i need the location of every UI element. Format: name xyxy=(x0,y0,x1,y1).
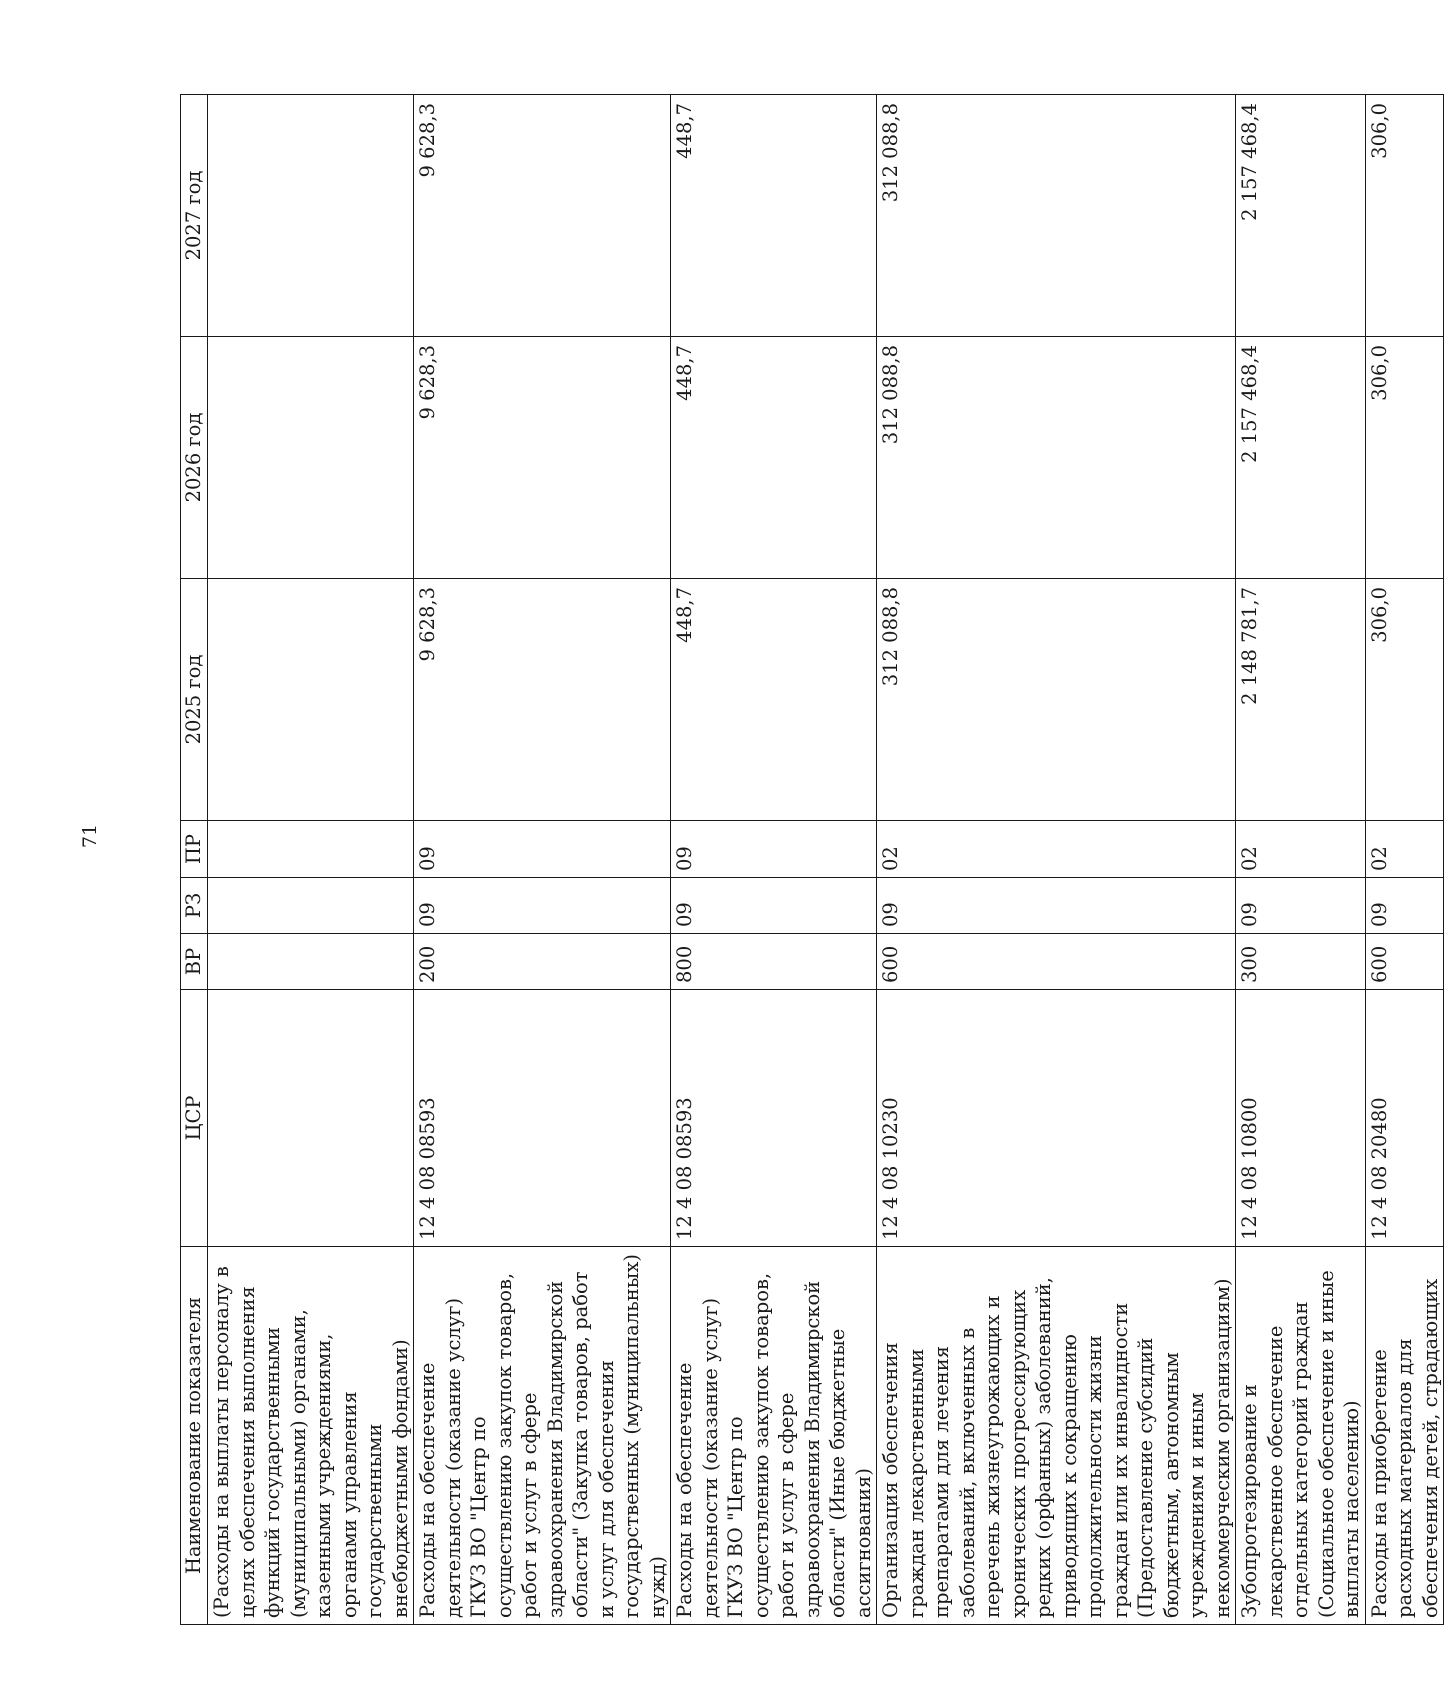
row-vr: 600 xyxy=(877,934,1236,990)
row-pr: 09 xyxy=(671,821,877,878)
row-2025: 2 148 781,7 xyxy=(1236,579,1366,821)
table-row xyxy=(1236,95,1366,1625)
row-2026 xyxy=(208,337,414,579)
row-2027: 306,0 xyxy=(1365,95,1444,337)
row-2027: 2 157 468,4 xyxy=(1236,95,1366,337)
table-row xyxy=(877,95,1236,1625)
row-name: Расходы на обеспечение деятельности (оказание услуг) ГКУЗ ВО "Центр по осуществлению закупок товаров, работ и услуг в сфере здравоохранения Владимирской области" (Закупка товаров, работ и услуг для обеспечения государственных (муниципальных) нужд) xyxy=(414,1247,671,1625)
row-vr: 300 xyxy=(1236,934,1366,990)
row-2026: 448,7 xyxy=(671,337,877,579)
row-name: Зубопротезирование и лекарственное обеспечение отдельных категорий граждан (Социальное обеспечение и иные выплаты населению) xyxy=(1236,1247,1366,1625)
row-2027: 312 088,8 xyxy=(877,95,1236,337)
row-name: Организация обеспечения граждан лекарственными препаратами для лечения заболеваний, включенных в перечень жизнеугрожающих и хронических прогрессирующих редких (орфанных) заболеваний, приводящих к сокращению продолжительности жизни граждан или их инвалидности (Предоставление субсидий бюджетным, автономным учреждениям и иным некоммерческим организациям) xyxy=(877,1247,1236,1625)
row-2027 xyxy=(208,95,414,337)
row-pr: 02 xyxy=(1236,821,1366,878)
table-row xyxy=(671,95,877,1625)
header-name: Наименование показателя xyxy=(181,1247,208,1625)
table-row xyxy=(414,95,671,1625)
row-rz: 09 xyxy=(877,878,1236,934)
row-2026: 306,0 xyxy=(1365,337,1444,579)
row-csr: 12 4 08 10230 xyxy=(877,990,1236,1247)
row-name: Расходы на приобретение расходных материалов для обеспечения детей, страдающих xyxy=(1365,1247,1444,1625)
row-vr xyxy=(208,934,414,990)
row-2027: 9 628,3 xyxy=(414,95,671,337)
header-2026: 2026 год xyxy=(181,337,208,579)
table-row xyxy=(1365,95,1444,1625)
row-pr: 02 xyxy=(877,821,1236,878)
row-name: (Расходы на выплаты персоналу в целях обеспечения выполнения функций государственными (муниципальными) органами, казенными учреждениями, органами управления государственными внебюджетными фондами) xyxy=(208,1247,414,1625)
row-rz: 09 xyxy=(1365,878,1444,934)
row-2025: 306,0 xyxy=(1365,579,1444,821)
budget-table xyxy=(180,94,1444,1625)
row-csr: 12 4 08 10800 xyxy=(1236,990,1366,1247)
row-2027: 448,7 xyxy=(671,95,877,337)
row-csr xyxy=(208,990,414,1247)
budget-table-container xyxy=(180,95,1442,1625)
row-2025: 448,7 xyxy=(671,579,877,821)
row-vr: 800 xyxy=(671,934,877,990)
row-rz: 09 xyxy=(671,878,877,934)
row-2025: 312 088,8 xyxy=(877,579,1236,821)
row-pr: 02 xyxy=(1365,821,1444,878)
row-rz xyxy=(208,878,414,934)
row-2026: 2 157 468,4 xyxy=(1236,337,1366,579)
row-2025 xyxy=(208,579,414,821)
row-name: Расходы на обеспечение деятельности (оказание услуг) ГКУЗ ВО "Центр по осуществлению закупок товаров, работ и услуг в сфере здравоохранения Владимирской области" (Иные бюджетные ассигнования) xyxy=(671,1247,877,1625)
row-2025: 9 628,3 xyxy=(414,579,671,821)
header-2027: 2027 год xyxy=(181,95,208,337)
row-rz: 09 xyxy=(1236,878,1366,934)
header-pr: ПР xyxy=(181,821,208,878)
header-csr: ЦСР xyxy=(181,990,208,1247)
header-rz: РЗ xyxy=(181,878,208,934)
row-csr: 12 4 08 20480 xyxy=(1365,990,1444,1247)
page-number: 71 xyxy=(79,823,101,849)
row-2026: 312 088,8 xyxy=(877,337,1236,579)
row-csr: 12 4 08 08593 xyxy=(671,990,877,1247)
row-vr: 200 xyxy=(414,934,671,990)
row-vr: 600 xyxy=(1365,934,1444,990)
table-row xyxy=(208,95,414,1625)
header-2025: 2025 год xyxy=(181,579,208,821)
row-2026: 9 628,3 xyxy=(414,337,671,579)
header-vr: ВР xyxy=(181,934,208,990)
row-pr: 09 xyxy=(414,821,671,878)
row-csr: 12 4 08 08593 xyxy=(414,990,671,1247)
row-rz: 09 xyxy=(414,878,671,934)
row-pr xyxy=(208,821,414,878)
table-header-row xyxy=(181,95,208,1625)
